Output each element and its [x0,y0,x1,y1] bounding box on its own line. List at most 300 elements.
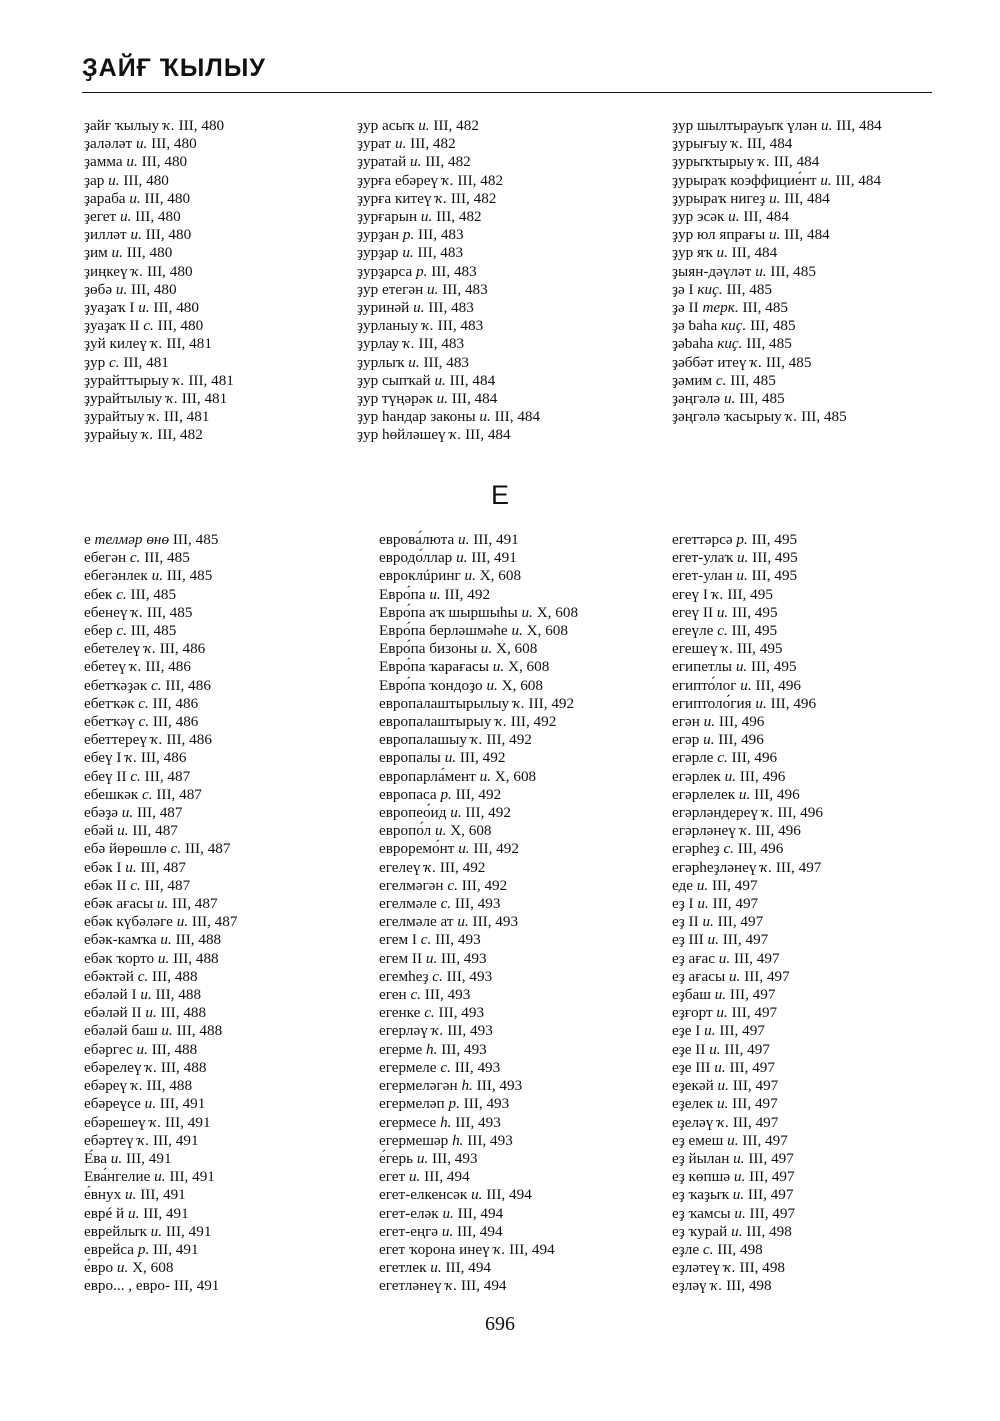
volume-page-reference: III, 485 [797,408,847,426]
headword: ҙәңгәлә [672,390,724,408]
volume-page-reference: III, 497 [772,858,822,876]
headword: ҙурыраҡ нигеҙ [672,189,770,207]
index-entry [84,426,374,444]
index-entry [84,822,374,840]
volume-page-reference: III, 484 [447,390,498,408]
headword: еҙ ҡурай [672,1222,732,1240]
grammar-label: терк. [702,299,739,317]
headword: ебәк I [84,858,126,876]
grammar-label: с. [717,622,728,640]
index-entry [379,1150,669,1168]
volume-page-reference: III, 492 [461,804,511,822]
volume-page-reference: X, 608 [475,567,522,585]
volume-page-reference: III, 484 [743,135,793,153]
volume-page-reference: III, 485 [140,549,190,567]
grammar-label: ҡ. [137,1131,150,1149]
headword: еген [379,986,411,1004]
headword: егәрлелек [672,785,739,803]
headword: египтоло́гия [672,694,756,712]
headword: еҙбаш [672,986,715,1004]
volume-page-reference: III, 482 [447,189,497,207]
volume-page-reference: III, 485 [126,622,177,640]
headword: ҙур һөйләшеү [357,426,450,444]
volume-page-reference: III, 497 [720,1040,770,1058]
volume-page-reference: III, 497 [718,931,769,949]
grammar-label: киҫ. [717,335,743,353]
index-entry [379,804,669,822]
grammar-label: и. [479,767,491,785]
headword: ҙурҙан [357,226,403,244]
index-entry [84,1059,374,1077]
grammar-label: и. [486,676,498,694]
headword: ҙурланыу [357,317,423,335]
index-entry [84,586,374,604]
headword: ебәрелеү [84,1058,146,1076]
volume-page-reference: III, 488 [148,967,198,985]
grammar-label: ҡ. [512,694,525,712]
index-entry [672,335,962,353]
headword: еҙ II [672,913,703,931]
grammar-label: с. [130,767,141,785]
volume-page-reference: III, 485 [126,585,177,603]
headword: ебетҡәҙәк [84,676,152,694]
headword: ебеттереү [84,731,151,749]
headword: ҙәббәт итеү [672,353,751,371]
grammar-label: и. [136,1040,148,1058]
grammar-label: и. [435,822,447,840]
headword: ҙегет [84,208,120,226]
e-column-3 [672,531,962,1296]
volume-page-reference: III, 483 [427,262,477,280]
volume-page-reference: III, 487 [140,876,191,894]
volume-page-reference: III, 480 [137,153,188,171]
grammar-label: и. [736,549,749,567]
volume-page-reference: III, 484 [445,371,496,389]
volume-page-reference: III, 492 [436,858,486,876]
headword: ҙамма [84,153,127,171]
headword: ебегәнлек [84,567,152,585]
headword: еҙеләү [672,1113,718,1131]
volume-page-reference: III, 494 [453,1222,503,1240]
volume-page-reference: III, 485 [766,262,816,280]
volume-page-reference: III, 492 [457,876,508,894]
volume-page-reference: III, 480 [141,226,192,244]
headword: еҙ көпшә [672,1168,734,1186]
grammar-label: и. [410,153,422,171]
headword: ебәктәй [84,967,138,985]
running-head-title: ҘАЙҒ ҠЫЛЫУ [82,54,266,82]
grammar-label: ҡ. [470,731,483,749]
volume-page-reference: III, 485 [169,531,219,548]
index-entry [672,281,962,299]
volume-page-reference: III, 492 [506,713,557,731]
grammar-label: и. [150,1222,163,1240]
grammar-label: и. [450,804,462,822]
grammar-label: ҡ. [435,189,448,207]
headword: еҙ III [672,931,708,949]
index-entry [84,263,374,281]
index-entry [379,840,669,858]
volume-page-reference: X, 608 [492,640,538,658]
headword: егәрһеҙ [672,840,724,858]
index-entry [357,426,647,444]
index-entry [84,968,374,986]
volume-page-reference: III, 481 [177,390,228,408]
headword: европалы [379,749,445,767]
headword: Евро́па аҡ шыршыһы [379,603,522,621]
headword: егетлек [379,1259,431,1277]
index-entry [84,895,374,913]
grammar-label: ҡ. [130,1077,143,1095]
volume-page-reference: III, 485 [143,603,193,621]
grammar-label: и. [738,785,751,803]
grammar-label: с. [420,931,432,949]
volume-page-reference: X, 608 [532,603,579,621]
headword: егерме [379,1040,427,1058]
grammar-label: и. [769,226,781,244]
grammar-label: и. [703,713,716,731]
grammar-label: и. [145,1004,157,1022]
index-entry [672,1132,962,1150]
headword: Евро́па ҡарағасы [379,658,493,676]
grammar-label: и. [696,876,709,894]
headword: ҙурға ебәреү [357,171,442,189]
volume-page-reference: III, 488 [157,1058,207,1076]
headword: еҙләтеү [672,1259,724,1277]
headword: еврова́люта [379,531,459,548]
grammar-label: и. [108,171,120,189]
volume-page-reference: III, 497 [708,876,758,894]
index-entry [357,153,647,171]
volume-page-reference: III, 480 [174,117,225,134]
volume-page-reference: III, 487 [152,785,202,803]
headword: ҙурыҡтырыу [672,153,759,171]
volume-page-reference: III, 486 [148,694,199,712]
volume-page-reference: III, 492 [482,731,532,749]
grammar-label: и. [140,986,152,1004]
index-entry [357,372,647,390]
volume-page-reference: III, 488 [147,1040,198,1058]
z-column-2 [357,117,647,445]
volume-page-reference: III, 497 [708,895,759,913]
grammar-label: с. [715,371,727,389]
index-entry [672,786,962,804]
index-entry [84,117,374,135]
index-entry [84,749,374,767]
volume-page-reference: III, 491 [156,1095,206,1113]
grammar-label: и. [702,913,714,931]
volume-page-reference: III, 493 [443,1022,493,1040]
headword: егелмәле ат [379,913,458,931]
grammar-label: ҡ. [424,858,437,876]
index-entry [84,1168,374,1186]
headword: ебетҡәк [84,694,139,712]
headword: европалаштырылыу [379,694,513,712]
headword: ебәк-камҡа [84,931,161,949]
headword: егелмәгән [379,876,448,894]
grammar-label: и. [458,840,470,858]
grammar-label: и. [121,804,134,822]
headword: Евро́па ҡондоҙо [379,676,487,694]
index-entry [379,913,669,931]
volume-page-reference: III, 496 [766,694,817,712]
volume-page-reference: III, 492 [469,840,519,858]
index-entry [84,1095,374,1113]
index-entry [379,1114,669,1132]
grammar-label: ҡ. [402,335,415,353]
grammar-label: и. [716,603,729,621]
index-entry [672,749,962,767]
volume-page-reference: III, 497 [728,1095,778,1113]
volume-page-reference: III, 485 [742,335,792,353]
index-entry [379,677,669,695]
volume-page-reference: III, 493 [442,967,493,985]
index-entry [84,840,374,858]
grammar-label: и. [458,531,470,548]
index-entry [672,586,962,604]
headword: еҙ ҡамсы [672,1204,735,1222]
volume-page-reference: III, 484 [780,226,830,244]
headword: еҙ I [672,895,698,913]
headword: ҙур һандар законы [357,408,480,426]
volume-page-reference: III, 491 [165,1168,215,1186]
headword: ҙур эсәк [672,208,729,226]
index-entry [357,190,647,208]
index-entry [357,335,647,353]
volume-page-reference: III, 497 [729,1113,779,1131]
index-entry [84,1186,374,1204]
index-entry [672,299,962,317]
grammar-label: и. [444,749,457,767]
headword: егем II [379,949,426,967]
volume-page-reference: III, 480 [149,299,199,317]
headword: ҙәңгәлә ҡасырыу [672,408,786,426]
volume-page-reference: III, 494 [441,1259,492,1277]
index-entry [379,1186,669,1204]
index-entry [84,567,374,585]
volume-page-reference: III, 493 [472,1077,523,1095]
headword: еҙе III [672,1058,715,1076]
grammar-label: ҡ. [131,603,144,621]
index-entry [379,1041,669,1059]
index-entry [84,695,374,713]
grammar-label: и. [117,822,129,840]
headword: ҙар [84,171,109,189]
grammar-label: и. [735,658,748,676]
volume-page-reference: III, 481 [119,353,169,371]
headword: егет-еңгә [379,1222,442,1240]
index-entry [379,1168,669,1186]
index-entry [672,263,962,281]
volume-page-reference: III, 494 [420,1168,470,1186]
grammar-label: и. [119,208,132,226]
grammar-label: и. [821,117,833,134]
headword: еҙе I [672,1022,705,1040]
headword: егеү I [672,585,712,603]
index-entry [672,190,962,208]
index-entry [379,986,669,1004]
volume-page-reference: III, 487 [136,858,186,876]
index-entry [672,931,962,949]
headword: ҙурыраҡ коэффицие́нт [672,171,821,189]
headword: егерләү [379,1022,432,1040]
headword: егермеләп [379,1095,449,1113]
headword: ҙурайтыу [84,408,149,426]
grammar-label: и. [714,1058,726,1076]
headword: ҙуаҙаҡ II [84,317,144,335]
index-entry [379,1277,669,1295]
index-entry [357,390,647,408]
z-column-3 [672,117,962,426]
grammar-label: һ. [461,1077,473,1095]
index-entry [672,1041,962,1059]
grammar-label: киҫ. [697,280,723,298]
headword: ҙә I [672,280,698,298]
index-entry [379,1132,669,1150]
index-entry [379,749,669,767]
grammar-label: ҡ. [431,1022,444,1040]
grammar-label: и. [427,280,439,298]
headword: египетлы [672,658,736,676]
index-entry [84,354,374,372]
header-rule [82,92,932,93]
headword: ҙур етегән [357,280,427,298]
grammar-label: ҡ. [761,804,774,822]
headword: е [84,531,95,548]
volume-page-reference: III, 498 [713,1240,763,1258]
grammar-label: и. [425,949,438,967]
index-entry [84,1114,374,1132]
headword: Евро́па [379,585,430,603]
headword: европо́л [379,822,435,840]
grammar-label: и. [709,1040,721,1058]
index-entry [672,640,962,658]
index-entry [84,1205,374,1223]
grammar-label: и. [724,767,736,785]
grammar-label: һ. [440,1113,452,1131]
headword: ҙуй килеү [84,335,151,353]
headword: еврейлыҡ [84,1222,151,1240]
grammar-label: с. [138,694,149,712]
grammar-label: и. [115,280,128,298]
index-entry [672,622,962,640]
grammar-label: и. [430,1259,442,1277]
index-entry [672,677,962,695]
grammar-label: с. [723,840,734,858]
e-column-1 [84,531,374,1296]
index-entry [672,244,962,262]
grammar-label: ҡ. [148,408,161,426]
headword: ҙур шылтырауыҡ үлән [672,117,822,134]
volume-page-reference: III, 496 [751,822,801,840]
volume-page-reference: III, 480 [140,189,191,207]
index-entry [84,640,374,658]
headword: егет [379,1168,409,1186]
volume-page-reference: III, 493 [463,1131,513,1149]
volume-page-reference: III, 481 [162,335,212,353]
volume-page-reference: III, 487 [188,913,238,931]
volume-page-reference: III, 497 [738,1131,788,1149]
grammar-label: ҡ. [721,640,734,658]
grammar-label: и. [736,567,748,585]
index-entry [84,859,374,877]
headword: ебә йөрөшлө [84,840,171,858]
grammar-label: и. [156,895,169,913]
volume-page-reference: III, 495 [723,585,773,603]
index-entry [672,604,962,622]
index-entry [672,390,962,408]
volume-page-reference: III, 483 [419,353,470,371]
grammar-label: ҡ. [710,1277,723,1295]
headword: егермешәр [379,1131,453,1149]
volume-page-reference: III, 497 [745,1204,796,1222]
index-entry [357,226,647,244]
volume-page-reference: III, 496 [773,804,823,822]
headword: ебер [84,622,117,640]
index-entry [84,768,374,786]
index-entry [379,1077,669,1095]
index-entry [84,317,374,335]
index-entry [672,695,962,713]
index-entry [84,1259,374,1277]
grammar-label: и. [733,1168,746,1186]
volume-page-reference: III, 497 [713,913,764,931]
index-entry [379,895,669,913]
grammar-label: и. [718,949,731,967]
volume-page-reference: III, 493 [428,1149,478,1167]
volume-page-reference: III, 486 [149,713,199,731]
volume-page-reference: III, 486 [155,640,206,658]
headword: ҙурығыу [672,135,732,153]
volume-page-reference: III, 480 [153,317,204,335]
grammar-label: и. [697,895,709,913]
index-entry [84,1150,374,1168]
volume-page-reference: III, 482 [421,153,471,171]
grammar-label: и. [731,1222,743,1240]
index-entry [84,731,374,749]
grammar-label: ҡ. [172,371,185,389]
grammar-label: и. [408,353,420,371]
grammar-label: и. [733,1149,745,1167]
headword: егетләнеү [379,1277,446,1295]
volume-page-reference: III, 487 [168,895,218,913]
index-entry [672,372,962,390]
volume-page-reference: III, 495 [747,531,798,548]
headword: еҙләү [672,1277,711,1295]
headword: еврé й [84,1204,128,1222]
index-entry [84,931,374,949]
volume-page-reference: III, 495 [748,549,798,567]
headword: ебәргес [84,1040,137,1058]
volume-page-reference: III, 486 [162,731,212,749]
grammar-label: и. [456,549,468,567]
volume-page-reference: III, 488 [171,931,222,949]
grammar-label: и. [129,189,141,207]
grammar-label: и. [408,1168,421,1186]
index-entry [84,172,374,190]
grammar-label: и. [154,1168,166,1186]
volume-page-reference: III, 497 [740,967,790,985]
index-entry [672,713,962,731]
volume-page-reference: III, 498 [735,1259,786,1277]
headword: еҙ йылан [672,1149,734,1167]
headword: егеү II [672,603,717,621]
grammar-label: ҡ. [150,335,163,353]
grammar-label: с. [432,967,443,985]
volume-page-reference: III, 485 [163,567,213,585]
grammar-label: и. [714,986,727,1004]
volume-page-reference: III, 484 [727,244,778,262]
